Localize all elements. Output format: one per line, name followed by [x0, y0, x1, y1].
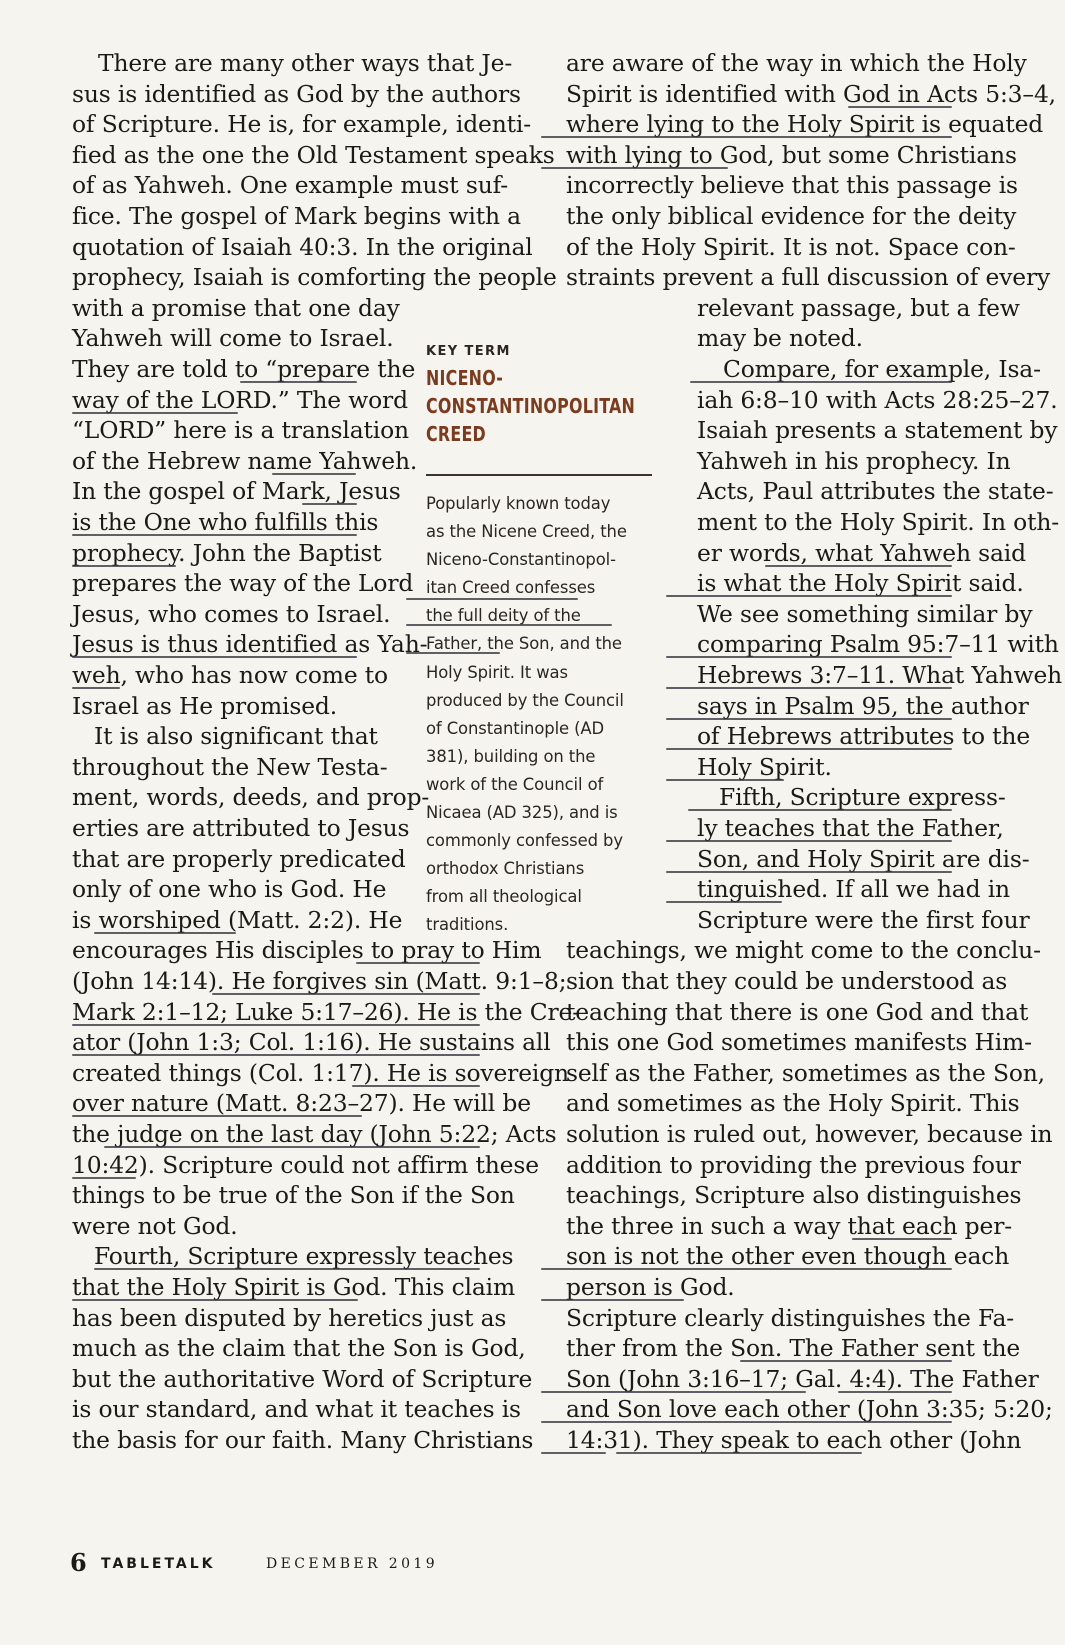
pen-underline — [72, 1299, 358, 1301]
left-column-text-line: weh, who has now come to — [72, 661, 388, 689]
pen-underline — [848, 106, 952, 108]
pen-underline — [72, 1054, 480, 1056]
key-term-title-line: CONSTANTINOPOLITAN — [426, 394, 636, 418]
left-column-text-line: (John 14:14). He forgives sin (Matt. 9:1–8; — [72, 967, 567, 995]
right-column-text-line: teachings, Scripture also distinguishes — [566, 1181, 1022, 1210]
key-term-label: KEY TERM — [426, 344, 511, 359]
pen-underline — [616, 1452, 862, 1454]
left-column-text-line: prepares the way of the Lord — [72, 569, 414, 598]
right-column-text-line: Son, and Holy Spirit are dis- — [697, 844, 1030, 873]
right-column-text-line: teachings, we might come to the conclu- — [566, 936, 1041, 965]
left-column-text-line: throughout the New Testa- — [72, 752, 388, 781]
pen-underline — [666, 871, 952, 873]
right-column-text-line: ther from the Son. The Father sent the — [566, 1334, 1021, 1363]
pen-underline — [666, 718, 952, 720]
left-column-text-line: created things (Col. 1:17). He is sovereign — [72, 1058, 569, 1087]
left-column-text-line: ator (John 1:3; Col. 1:16). He sustains all — [72, 1028, 551, 1057]
right-column-text-line: Hebrews 3:7–11. What Yahweh — [697, 661, 1063, 689]
right-column-text-line: comparing Psalm 95:7–11 with — [697, 630, 1059, 659]
left-column-text-line: that the Holy Spirit is God. This claim — [72, 1273, 516, 1301]
left-column-text-line: 10:42). Scripture could not affirm these — [72, 1150, 539, 1179]
right-column-text-line: er words, what Yahweh said — [697, 538, 1026, 567]
right-column-text-line: Fifth, Scripture express- — [719, 783, 1006, 812]
key-term-definition-line: Holy Spirit. It was — [426, 662, 568, 682]
left-column-text-line: were not God. — [72, 1211, 238, 1240]
right-column-text-line: 14:31). They speak to each other (John — [566, 1426, 1022, 1454]
pen-underline — [666, 901, 782, 903]
page-number: 6 — [70, 1548, 87, 1577]
right-column-text-line: this one God sometimes manifests Him- — [566, 1028, 1032, 1057]
left-column-text-line: Mark 2:1–12; Luke 5:17–26). He is the Cre- — [72, 997, 580, 1026]
right-column-text-line: Compare, for example, Isa- — [723, 355, 1041, 383]
pen-underline — [406, 652, 500, 654]
left-column-text-line: There are many other ways that Je- — [98, 49, 513, 77]
left-column-text-line: the judge on the last day (John 5:22; Acts — [72, 1120, 557, 1148]
right-column-text-line: and Son love each other (John 3:35; 5:20; — [566, 1395, 1053, 1424]
pen-underline — [838, 1391, 952, 1393]
left-column-text-line: of Scripture. He is, for example, identi- — [72, 110, 532, 139]
right-column-text-line: Spirit is identified with God in Acts 5:3–4, — [566, 79, 1056, 108]
pen-underline — [666, 595, 952, 597]
key-term-definition-line: from all theological — [426, 887, 582, 907]
left-column-text-line: fied as the one the Old Testament speaks — [72, 140, 555, 169]
pen-underline — [72, 687, 120, 689]
key-term-definition — [426, 490, 656, 940]
right-column-text-line: Isaiah presents a statement by — [697, 416, 1058, 445]
left-column-text-line: things to be true of the Son if the Son — [72, 1181, 515, 1210]
key-term-definition-line: traditions. — [426, 915, 509, 935]
left-column-text-line: Jesus, who comes to Israel. — [72, 599, 391, 628]
right-column-text-line: Son (John 3:16–17; Gal. 4:4). The Father — [566, 1364, 1039, 1393]
right-column-text-line: incorrectly believe that this passage is — [566, 171, 1018, 200]
pen-underline — [541, 136, 952, 138]
pen-underline — [740, 1360, 952, 1362]
pen-underline — [72, 534, 357, 536]
left-column-text-line: encourages His disciples to pray to Him — [72, 936, 542, 965]
right-column-text-line: ment to the Holy Spirit. In oth- — [697, 508, 1059, 536]
left-column-text-line: with a promise that one day — [72, 293, 400, 322]
pen-underline — [666, 840, 952, 842]
left-column-text-line: ment, words, deeds, and prop- — [72, 783, 430, 812]
left-column-text-line: that are properly predicated — [72, 844, 406, 873]
issue-date: DECEMBER 2019 — [266, 1556, 439, 1572]
right-column-text-line: Scripture were the first four — [697, 905, 1030, 934]
key-term-definition-line: of Constantinople (AD — [426, 718, 605, 738]
right-column-text-line: solution is ruled out, however, because in — [566, 1120, 1053, 1148]
left-column-text-line: Yahweh will come to Israel. — [72, 324, 394, 353]
right-column-text-line: straints prevent a full discussion of every — [566, 263, 1051, 292]
pen-underline — [352, 1085, 480, 1087]
pen-underline — [72, 412, 238, 414]
pen-underline — [240, 381, 357, 383]
left-column-text-line: has been disputed by heretics just as — [72, 1303, 507, 1332]
left-column-text-line: is worshiped (Matt. 2:2). He — [72, 905, 403, 934]
right-column-text-line: tinguished. If all we had in — [697, 875, 1010, 904]
pen-underline — [541, 167, 728, 169]
pen-underline — [541, 1452, 606, 1454]
right-column-text-line: person is God. — [566, 1273, 735, 1301]
pen-underline — [104, 1146, 480, 1148]
left-column-text-line: prophecy, Isaiah is comforting the people — [72, 263, 557, 292]
pen-underline — [94, 932, 236, 934]
key-term-definition-line: as the Nicene Creed, the — [426, 522, 627, 542]
key-term-definition-line: Popularly known today — [426, 494, 611, 513]
key-term-definition-line: work of the Council of — [426, 774, 604, 794]
pen-underline — [666, 687, 952, 689]
pen-underline — [212, 993, 480, 995]
right-column-text-line: are aware of the way in which the Holy — [566, 49, 1027, 77]
key-term-definition-line: itan Creed confesses — [426, 578, 596, 598]
right-column-text-line: addition to providing the previous four — [566, 1150, 1021, 1179]
key-term-title-line: CREED — [426, 422, 486, 446]
left-column-text-line: is our standard, and what it teaches is — [72, 1395, 521, 1424]
key-term-divider — [426, 474, 652, 476]
left-column-text-line: They are told to “prepare the — [72, 355, 416, 383]
left-column-text-line: fice. The gospel of Mark begins with a — [72, 202, 521, 230]
key-term-title — [426, 364, 658, 448]
pen-underline — [852, 1238, 952, 1240]
pen-underline — [272, 473, 356, 475]
right-column-text-line: of Hebrews attributes to the — [697, 722, 1031, 751]
left-column-text-line: much as the claim that the Son is God, — [72, 1334, 526, 1363]
right-column-text-line: Holy Spirit. — [697, 752, 832, 781]
key-term-title-line: NICENO- — [426, 366, 504, 390]
pen-underline — [406, 598, 578, 600]
left-column-text-line: erties are attributed to Jesus — [72, 814, 410, 842]
key-term-definition-line: Nicaea (AD 325), and is — [426, 803, 618, 823]
left-column-text-line: Israel as He promised. — [72, 691, 338, 720]
right-column-text-line: ly teaches that the Father, — [697, 814, 1004, 842]
pen-underline — [72, 1024, 480, 1026]
pen-underline — [541, 1299, 684, 1301]
right-column-text-line: is what the Holy Spirit said. — [697, 569, 1024, 598]
right-column-text-line: self as the Father, sometimes as the Son, — [566, 1058, 1045, 1087]
pen-underline — [765, 565, 952, 567]
key-term-definition-line: commonly confessed by — [426, 831, 623, 851]
left-column-text-line: only of one who is God. He — [72, 875, 387, 904]
left-column-text-line: way of the LORD.” The word — [72, 385, 408, 414]
right-column-text-line: may be noted. — [697, 324, 863, 353]
left-column-text-line: the basis for our faith. Many Christians — [72, 1426, 534, 1454]
publication-name: TABLETALK — [101, 1556, 216, 1572]
left-column-text-line: “LORD” here is a translation — [72, 416, 409, 445]
left-column-text-line: of the Hebrew name Yahweh. — [72, 446, 418, 475]
right-column-text-line: relevant passage, but a few — [697, 293, 1020, 322]
right-column-text-line: says in Psalm 95, the author — [697, 691, 1029, 720]
left-column-text-line: quotation of Isaiah 40:3. In the original — [72, 232, 533, 261]
key-term-definition-line: orthodox Christians — [426, 859, 585, 879]
right-column-text-line: iah 6:8–10 with Acts 28:25–27. — [697, 385, 1058, 414]
right-column-text-line: son is not the other even though each — [566, 1242, 1010, 1271]
right-column-text-line: of the Holy Spirit. It is not. Space con- — [566, 232, 1016, 261]
right-column-text-line: Acts, Paul attributes the state- — [697, 477, 1054, 506]
key-term-definition-line: Father, the Son, and the — [426, 634, 622, 654]
right-column-text-line: where lying to the Holy Spirit is equated — [566, 110, 1044, 139]
right-column-text-line: the only biblical evidence for the deity — [566, 202, 1017, 230]
left-column-text-line: sus is identified as God by the authors — [72, 79, 521, 108]
key-term-definition-line: the full deity of the — [426, 606, 581, 626]
left-column-text-line: but the authoritative Word of Scripture — [72, 1364, 533, 1393]
pen-underline — [72, 1177, 136, 1179]
right-column-text-line: and sometimes as the Holy Spirit. This — [566, 1089, 1020, 1118]
right-column-text-line: with lying to God, but some Christians — [566, 140, 1017, 169]
left-column-text-line: is the One who fulfills this — [72, 508, 379, 536]
pen-underline — [690, 381, 952, 383]
left-column-text-line: over nature (Matt. 8:23–27). He will be — [72, 1089, 531, 1118]
pen-underline — [541, 1391, 806, 1393]
pen-underline — [666, 779, 784, 781]
left-column-text-line: Jesus is thus identified as Yah- — [72, 630, 428, 659]
key-term-definition-line: 381), building on the — [426, 746, 596, 766]
right-column-text-line: sion that they could be understood as — [566, 967, 1008, 995]
key-term-definition-line: produced by the Council — [426, 690, 624, 710]
pen-underline — [406, 624, 612, 626]
left-column-text-line: prophecy. John the Baptist — [72, 538, 382, 567]
left-column-text-line: In the gospel of Mark, Jesus — [72, 477, 401, 506]
pen-underline — [72, 565, 176, 567]
key-term-definition-line: Niceno-Constantinopol- — [426, 550, 616, 570]
left-column-text-line: It is also significant that — [94, 722, 378, 751]
right-column-text-line: the three in such a way that each per- — [566, 1211, 1012, 1240]
right-column-text-line: We see something similar by — [697, 599, 1033, 628]
left-column-text-line: of as Yahweh. One example must suf- — [72, 171, 509, 200]
pen-underline — [666, 748, 952, 750]
right-column-text-line: teaching that there is one God and that — [566, 997, 1029, 1026]
right-column-text-line: Yahweh in his prophecy. In — [697, 446, 1011, 475]
right-column-text-line: Scripture clearly distinguishes the Fa- — [566, 1303, 1015, 1332]
left-column-text-line: Fourth, Scripture expressly teaches — [94, 1242, 514, 1271]
